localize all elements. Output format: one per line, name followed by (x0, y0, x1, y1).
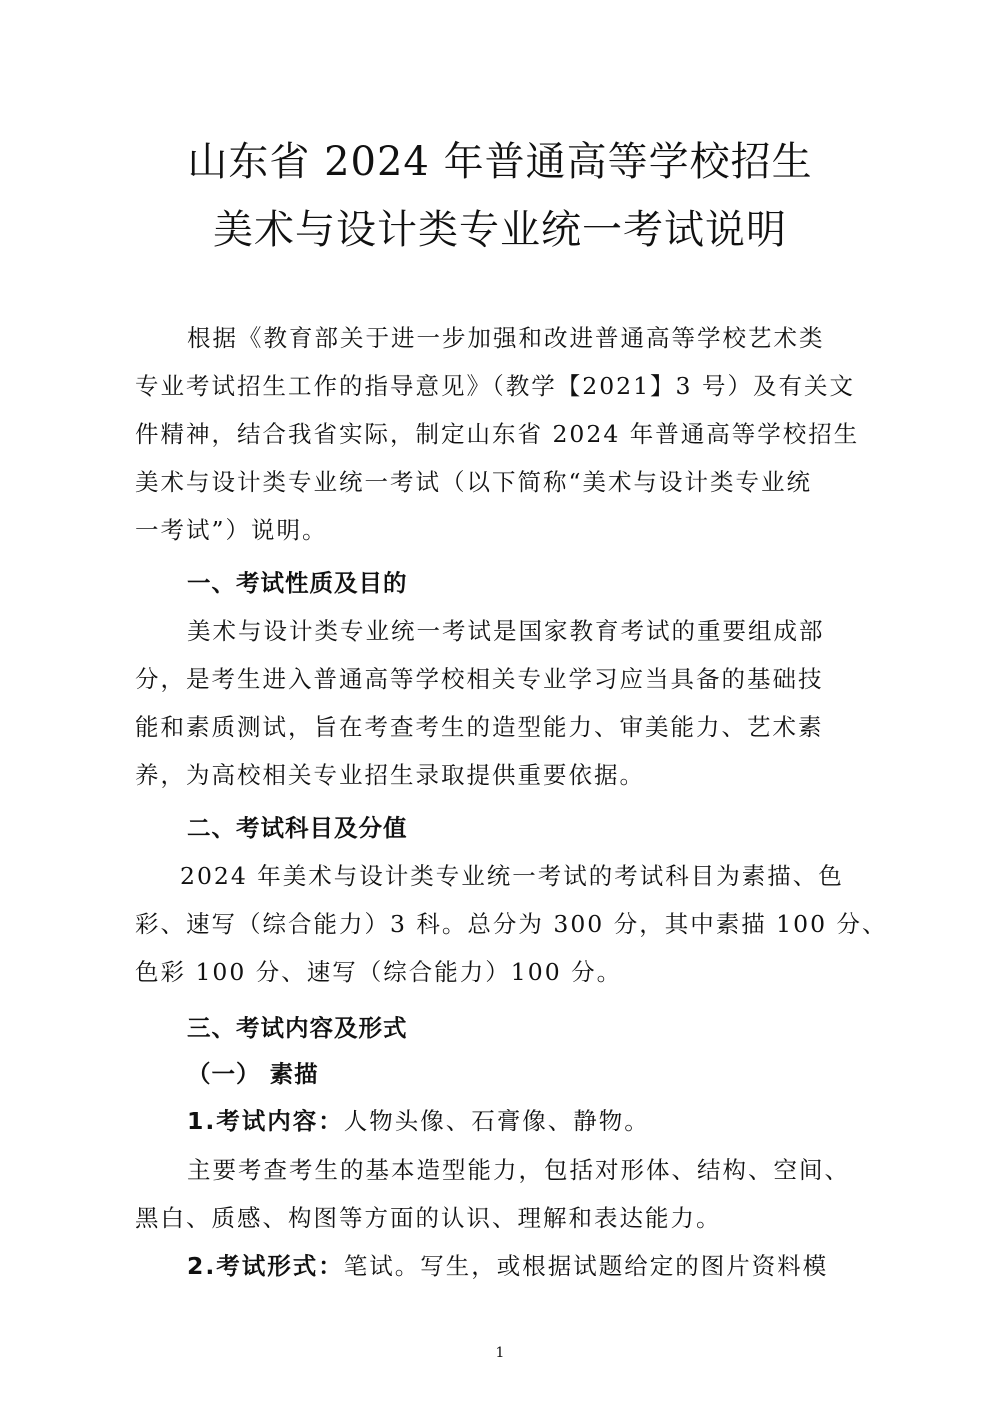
page-number: 1 (495, 1345, 505, 1361)
section2-line-3: 色彩 100 分、速写（综合能力）100 分。 (135, 958, 623, 986)
exam-content-item (187, 1104, 922, 1138)
exam-content-text: 人物头像、石膏像、静物。 (343, 1107, 650, 1135)
section2-line-1: 2024 年美术与设计类专业统一考试的考试科目为素描、色 (180, 862, 844, 890)
exam-description-line-1: 主要考查考生的基本造型能力，包括对形体、结构、空间、 (187, 1156, 850, 1184)
subsection-heading-sketch: （一） 素描 (187, 1060, 319, 1088)
section1-line-2: 分，是考生进入普通高等学校相关专业学习应当具备的基础技 (135, 665, 824, 693)
document-title-line-1: 山东省 2024 年普通高等学校招生 (187, 139, 813, 185)
exam-format-text: 笔试。写生，或根据试题给定的图片资料模 (343, 1252, 829, 1280)
document-title-line-2: 美术与设计类专业统一考试说明 (213, 207, 787, 253)
exam-description-line-2: 黑白、质感、构图等方面的认识、理解和表达能力。 (135, 1204, 722, 1232)
section-heading-1: 一、考试性质及目的 (187, 569, 408, 597)
intro-line-2: 专业考试招生工作的指导意见》（教学【2021】3 号）及有关文 (135, 372, 855, 400)
exam-content-label: 1.考试内容： (187, 1107, 344, 1135)
intro-line-5: 一考试”）说明。 (135, 516, 328, 544)
section1-line-1: 美术与设计类专业统一考试是国家教育考试的重要组成部 (187, 617, 825, 645)
intro-line-1: 根据《教育部关于进一步加强和改进普通高等学校艺术类 (187, 324, 825, 352)
exam-format-label: 2.考试形式： (187, 1252, 344, 1280)
section-heading-2: 二、考试科目及分值 (187, 814, 408, 842)
section-heading-3: 三、考试内容及形式 (187, 1014, 408, 1042)
intro-line-4: 美术与设计类专业统一考试（以下简称“美术与设计类专业统 (135, 468, 813, 496)
intro-line-3: 件精神，结合我省实际，制定山东省 2024 年普通高等学校招生 (135, 420, 860, 448)
section2-line-2: 彩、速写（综合能力）3 科。总分为 300 分，其中素描 100 分、 (135, 910, 888, 938)
exam-format-item (187, 1249, 922, 1283)
section1-line-3: 能和素质测试，旨在考查考生的造型能力、审美能力、艺术素 (135, 713, 824, 741)
section1-line-4: 养，为高校相关专业招生录取提供重要依据。 (135, 761, 645, 789)
